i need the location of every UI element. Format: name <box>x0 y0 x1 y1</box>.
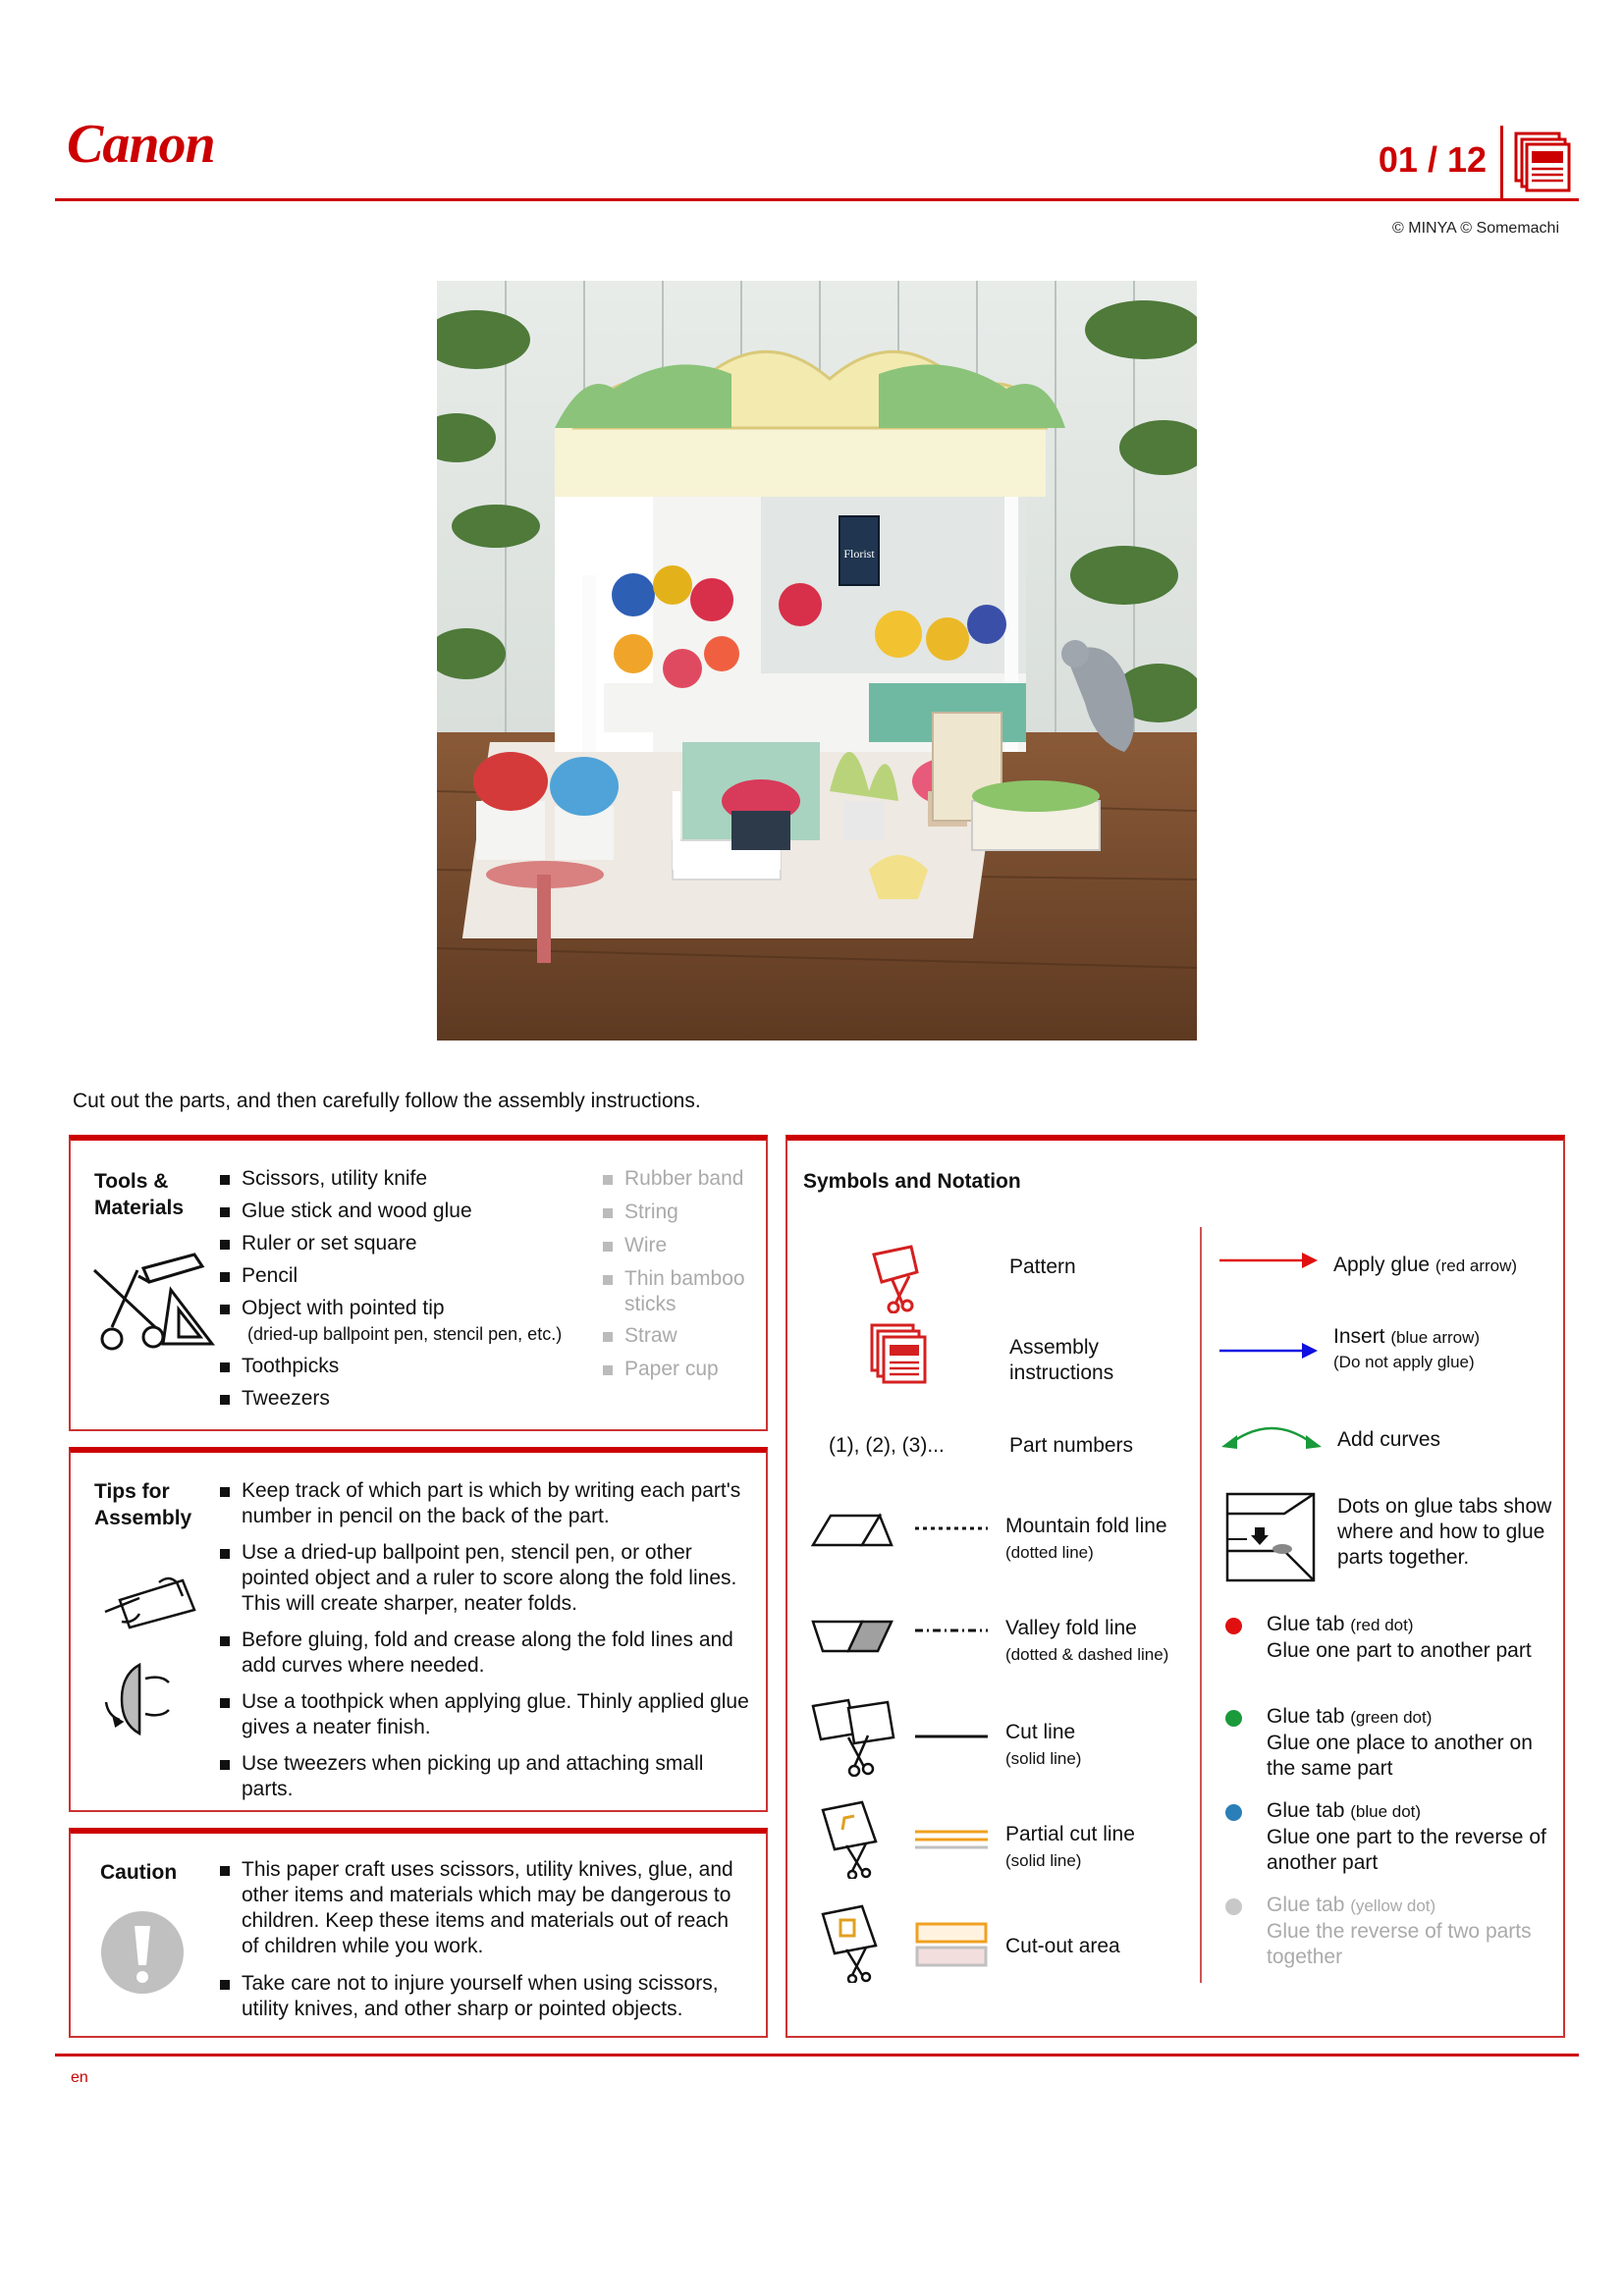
header-separator <box>1500 126 1503 198</box>
page-number: 01 / 12 <box>1378 139 1487 180</box>
cutout-area-icon <box>817 1904 892 1983</box>
symbols-panel <box>785 1135 1565 2038</box>
glue-blue-title: Glue tab <box>1267 1799 1345 1822</box>
tool-item: Toothpicks <box>220 1354 593 1379</box>
glue-blue-note: (blue dot) <box>1350 1802 1422 1821</box>
yellow-dot-icon <box>1225 1898 1242 1915</box>
glue-yellow-note: (yellow dot) <box>1350 1896 1436 1915</box>
add-curves-label: Add curves <box>1337 1428 1441 1451</box>
red-dot-icon <box>1225 1618 1242 1634</box>
apply-glue-label <box>1333 1253 1517 1279</box>
glue-tab-blue <box>1267 1798 1551 1876</box>
apply-glue-title: Apply glue <box>1333 1254 1431 1276</box>
copyright: © MINYA © Somemachi <box>1392 220 1559 237</box>
tool-item: Glue stick and wood glue <box>220 1199 593 1224</box>
symbols-title: Symbols and Notation <box>803 1170 1021 1193</box>
glue-tab-green <box>1267 1704 1551 1782</box>
apply-glue-note: (red arrow) <box>1435 1256 1518 1275</box>
tips-title: Tips for Assembly <box>94 1480 192 1529</box>
glue-blue-desc: Glue one part to the reverse of another part <box>1267 1826 1546 1874</box>
valley-fold-note: (dotted & dashed line) <box>1005 1645 1169 1664</box>
canon-logo <box>67 116 268 173</box>
glue-green-title: Glue tab <box>1267 1705 1345 1728</box>
add-curves-icon <box>1219 1417 1324 1453</box>
optional-item: String <box>603 1200 760 1225</box>
glue-green-desc: Glue one place to another on the same part <box>1267 1732 1533 1780</box>
tip-item: Use tweezers when picking up and attaching small parts. <box>220 1751 750 1802</box>
header-rule <box>55 198 1579 201</box>
green-dot-icon <box>1225 1710 1242 1727</box>
cut-solid-line-icon <box>915 1732 988 1741</box>
apply-glue-arrow-icon <box>1219 1251 1318 1270</box>
insert-note: (blue arrow) <box>1390 1328 1481 1347</box>
tip-item: Use a dried-up ballpoint pen, stencil pen, or other pointed object and a ruler to score along the fold lines. This will create sharper, neater folds. <box>220 1540 750 1617</box>
glue-red-title: Glue tab <box>1267 1613 1345 1635</box>
pattern-icon <box>866 1243 935 1313</box>
tips-list <box>220 1478 750 1809</box>
part-numbers-example: (1), (2), (3)... <box>829 1434 945 1457</box>
valley-fold-icon <box>809 1612 895 1655</box>
partial-cut-title: Partial cut line <box>1005 1823 1135 1845</box>
insert-title: Insert <box>1333 1325 1385 1348</box>
optional-item: Straw <box>603 1323 760 1349</box>
tool-item-label: Object with pointed tip <box>242 1297 445 1319</box>
tools-title: Tools & Materials <box>94 1170 185 1219</box>
valley-fold-line-icon <box>915 1626 988 1635</box>
glue-dots-icon <box>1225 1492 1316 1582</box>
language-code: en <box>71 2069 88 2086</box>
cutout-area-label: Cut-out area <box>1005 1935 1120 1957</box>
glue-yellow-title: Glue tab <box>1267 1894 1345 1916</box>
tip-item: Use a toothpick when applying glue. Thinly applied glue gives a neater finish. <box>220 1689 750 1740</box>
tool-item: Pencil <box>220 1263 593 1289</box>
cutout-area-swatch <box>915 1922 988 1967</box>
optional-tools-list <box>603 1166 760 1390</box>
footer-rule <box>55 2054 1579 2056</box>
florist-sign-text: Florist <box>843 547 875 561</box>
caution-list <box>220 1857 750 2029</box>
cut-line-label <box>1005 1720 1081 1772</box>
glue-green-note: (green dot) <box>1350 1708 1433 1727</box>
optional-item: Thin bamboo sticks <box>603 1266 760 1317</box>
fold-hand-icon <box>100 1655 179 1743</box>
scoring-ruler-icon <box>100 1571 198 1629</box>
partial-cut-note: (solid line) <box>1005 1851 1082 1870</box>
tool-item: Tweezers <box>220 1386 593 1412</box>
partial-cut-label <box>1005 1822 1135 1874</box>
optional-item: Rubber band <box>603 1166 760 1192</box>
glue-red-note: (red dot) <box>1350 1616 1414 1634</box>
optional-item: Paper cup <box>603 1357 760 1382</box>
insert-label <box>1333 1325 1480 1374</box>
brand-wordmark: Canon <box>67 114 215 175</box>
caution-item: This paper craft uses scissors, utility knives, glue, and other items and materials which may be dangerous to children. Keep these items and materials out of reach of children while you work. <box>220 1857 750 1959</box>
cut-line-note: (solid line) <box>1005 1749 1082 1768</box>
cut-line-icon <box>809 1698 897 1777</box>
assembly-label: Assembly instructions <box>1009 1336 1114 1384</box>
tip-item: Keep track of which part is which by writing each part's number in pencil on the back of the part. <box>220 1478 750 1529</box>
caution-panel <box>69 1828 768 2038</box>
partial-cut-icon <box>817 1800 892 1879</box>
insert-note-2: (Do not apply glue) <box>1333 1353 1475 1371</box>
tool-item: Ruler or set square <box>220 1231 593 1256</box>
exclamation-icon <box>98 1908 187 1997</box>
pattern-label: Pattern <box>1009 1255 1076 1278</box>
mountain-fold-icon <box>809 1512 895 1551</box>
glue-red-desc: Glue one part to another part <box>1267 1639 1532 1662</box>
tool-item: Scissors, utility knife <box>220 1166 593 1192</box>
symbols-divider <box>1200 1227 1202 1983</box>
glue-tab-yellow <box>1267 1893 1551 1970</box>
caution-title: Caution <box>100 1861 178 1884</box>
tool-item-pointed <box>220 1296 593 1347</box>
valley-fold-title: Valley fold line <box>1005 1617 1137 1639</box>
blue-dot-icon <box>1225 1804 1242 1821</box>
mountain-fold-title: Mountain fold line <box>1005 1515 1167 1537</box>
mountain-fold-line-icon <box>915 1523 988 1533</box>
assembly-instructions-icon <box>870 1323 929 1386</box>
tip-item: Before gluing, fold and crease along the fold lines and add curves where needed. <box>220 1628 750 1679</box>
tools-panel <box>69 1135 768 1431</box>
instructions-doc-icon <box>1514 132 1571 192</box>
cut-line-title: Cut line <box>1005 1721 1076 1743</box>
glue-dots-description: Dots on glue tabs show where and how to glue parts together. <box>1337 1495 1552 1569</box>
tools-list <box>220 1166 593 1418</box>
caution-item: Take care not to injure yourself when using scissors, utility knives, and other sharp or pointed objects. <box>220 1971 750 2022</box>
mountain-fold-label <box>1005 1514 1167 1566</box>
glue-yellow-desc: Glue the reverse of two parts together <box>1267 1920 1532 1968</box>
pointed-note: (dried-up ballpoint pen, stencil pen, etc.) <box>247 1324 563 1344</box>
tips-panel <box>69 1447 768 1812</box>
mountain-fold-note: (dotted line) <box>1005 1543 1094 1562</box>
intro-text: Cut out the parts, and then carefully follow the assembly instructions. <box>73 1090 701 1112</box>
glue-tab-red <box>1267 1612 1551 1664</box>
optional-item: Wire <box>603 1233 760 1258</box>
part-numbers-label: Part numbers <box>1009 1434 1134 1457</box>
product-photo <box>437 281 1197 1041</box>
valley-fold-label <box>1005 1616 1168 1668</box>
insert-arrow-icon <box>1219 1341 1318 1361</box>
scissors-ruler-pencil-icon <box>84 1251 222 1359</box>
partial-cut-line-icon <box>915 1828 988 1849</box>
